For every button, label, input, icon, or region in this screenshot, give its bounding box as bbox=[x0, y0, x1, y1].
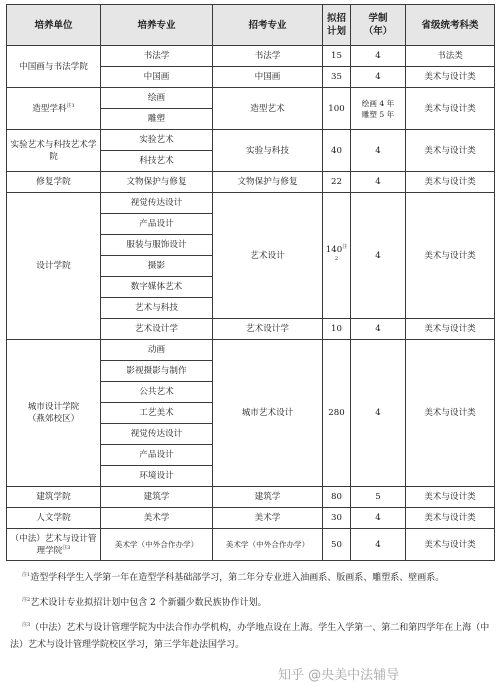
footnote-mark: 注3 bbox=[62, 544, 71, 551]
major-cell: 雕塑 bbox=[101, 109, 213, 130]
table-row bbox=[7, 529, 495, 561]
footnote-text: （中法）艺术与设计管理学院为中法合作办学机构，办学地点设在上海。学生入学第一、第二和第四学年在上海（中法）艺术与设计管理学院校区学习，第三学年赴法国学习。 bbox=[10, 623, 490, 650]
category-cell: 美术与设计类 bbox=[406, 487, 495, 508]
plan-value: 140 bbox=[325, 244, 343, 255]
plan-cell: 80 bbox=[323, 487, 351, 508]
unit-cell: 实验艺术与科技艺术学院 bbox=[7, 130, 101, 172]
major-cell: 公共艺术 bbox=[101, 382, 213, 403]
major-cell: 服装与服饰设计 bbox=[101, 235, 213, 256]
major-cell: 环境设计 bbox=[101, 466, 213, 487]
plan-cell: 15 bbox=[323, 46, 351, 67]
plan-cell: 10 bbox=[323, 319, 351, 340]
exam-cell: 实验与科技 bbox=[213, 130, 323, 172]
years-cell: 4 bbox=[351, 46, 406, 67]
header-plan: 拟招 计划 bbox=[323, 5, 351, 46]
table-row bbox=[7, 46, 495, 67]
exam-cell: 美术学 bbox=[213, 508, 323, 529]
years-cell: 4 bbox=[351, 319, 406, 340]
footnote-mark: 注3 bbox=[22, 622, 31, 628]
major-cell: 艺术设计学 bbox=[101, 319, 213, 340]
unit-cell bbox=[7, 529, 101, 561]
plan-cell bbox=[323, 193, 351, 319]
years-cell: 4 bbox=[351, 193, 406, 319]
plan-cell: 100 bbox=[323, 88, 351, 130]
plan-cell: 22 bbox=[323, 172, 351, 193]
unit-cell: 设计学院 bbox=[7, 193, 101, 340]
exam-cell: 书法学 bbox=[213, 46, 323, 67]
header-unit: 培养单位 bbox=[7, 5, 101, 46]
category-cell: 美术与设计类 bbox=[406, 193, 495, 319]
header-major: 培养专业 bbox=[101, 5, 213, 46]
table-row bbox=[7, 130, 495, 151]
major-cell: 数字媒体艺术 bbox=[101, 277, 213, 298]
unit-cell: 建筑学院 bbox=[7, 487, 101, 508]
major-cell: 美术学（中外合作办学） bbox=[101, 529, 213, 561]
years-cell: 4 bbox=[351, 529, 406, 561]
plan-cell: 280 bbox=[323, 340, 351, 487]
years-cell: 4 bbox=[351, 508, 406, 529]
major-cell: 视觉传达设计 bbox=[101, 424, 213, 445]
major-cell: 视觉传达设计 bbox=[101, 193, 213, 214]
major-cell: 美术学 bbox=[101, 508, 213, 529]
unit-label: 造型学科 bbox=[32, 103, 67, 114]
exam-cell: 文物保护与修复 bbox=[213, 172, 323, 193]
years-cell: 5 bbox=[351, 487, 406, 508]
major-cell: 书法学 bbox=[101, 46, 213, 67]
exam-cell: 中国画 bbox=[213, 67, 323, 88]
exam-cell: 美术学（中外合作办学） bbox=[213, 529, 323, 561]
major-cell: 科技艺术 bbox=[101, 151, 213, 172]
category-cell: 美术与设计类 bbox=[406, 529, 495, 561]
category-cell: 美术与设计类 bbox=[406, 508, 495, 529]
table-row bbox=[7, 508, 495, 529]
footnote-mark: 注1 bbox=[22, 572, 31, 578]
exam-cell: 城市艺术设计 bbox=[213, 340, 323, 487]
years-cell: 4 bbox=[351, 340, 406, 487]
zhihu-watermark: 知乎 @央美中法辅导 bbox=[278, 668, 400, 683]
major-cell: 文物保护与修复 bbox=[101, 172, 213, 193]
years-cell: 4 bbox=[351, 172, 406, 193]
years-cell: 4 bbox=[351, 130, 406, 172]
header-exam-major: 招考专业 bbox=[213, 5, 323, 46]
footnote-3 bbox=[10, 620, 490, 654]
header-years: 学制 （年） bbox=[351, 5, 406, 46]
category-cell: 美术与设计类 bbox=[406, 319, 495, 340]
table-row bbox=[7, 88, 495, 109]
unit-cell: 城市设计学院 （燕郊校区） bbox=[7, 340, 101, 487]
enrollment-table bbox=[6, 4, 495, 561]
footnote-mark: 注2 bbox=[22, 597, 31, 603]
major-cell: 动画 bbox=[101, 340, 213, 361]
category-cell: 美术与设计类 bbox=[406, 67, 495, 88]
exam-cell: 艺术设计学 bbox=[213, 319, 323, 340]
footnote-text: 造型学科学生入学第一年在造型学科基础部学习，第二年分专业进入油画系、版画系、雕塑系、壁画系。 bbox=[30, 573, 445, 583]
plan-cell: 35 bbox=[323, 67, 351, 88]
table-row bbox=[7, 340, 495, 361]
major-cell: 中国画 bbox=[101, 67, 213, 88]
footnote-2 bbox=[10, 595, 490, 612]
unit-cell bbox=[7, 88, 101, 130]
exam-cell: 造型艺术 bbox=[213, 88, 323, 130]
years-cell: 4 bbox=[351, 67, 406, 88]
table-row bbox=[7, 193, 495, 214]
unit-label: （中法）艺术与设计管理学院 bbox=[10, 533, 97, 556]
unit-cell: 中国画与书法学院 bbox=[7, 46, 101, 88]
years-cell: 绘画 4 年 雕塑 5 年 bbox=[351, 88, 406, 130]
major-cell: 建筑学 bbox=[101, 487, 213, 508]
footnote-1 bbox=[10, 570, 490, 587]
table-row bbox=[7, 172, 495, 193]
plan-cell: 30 bbox=[323, 508, 351, 529]
category-cell: 美术与设计类 bbox=[406, 340, 495, 487]
category-cell: 美术与设计类 bbox=[406, 172, 495, 193]
plan-cell: 40 bbox=[323, 130, 351, 172]
exam-cell: 艺术设计 bbox=[213, 193, 323, 319]
unit-cell: 人文学院 bbox=[7, 508, 101, 529]
major-cell: 工艺美术 bbox=[101, 403, 213, 424]
footnotes bbox=[10, 570, 490, 662]
major-cell: 摄影 bbox=[101, 256, 213, 277]
major-cell: 影视摄影与制作 bbox=[101, 361, 213, 382]
footnote-text: 艺术设计专业拟招计划中包含 2 个新疆少数民族协作计划。 bbox=[30, 598, 267, 608]
major-cell: 产品设计 bbox=[101, 214, 213, 235]
footnote-mark: 注2 bbox=[334, 243, 348, 262]
unit-cell: 修复学院 bbox=[7, 172, 101, 193]
category-cell: 书法类 bbox=[406, 46, 495, 67]
table-row bbox=[7, 487, 495, 508]
category-cell: 美术与设计类 bbox=[406, 88, 495, 130]
major-cell: 绘画 bbox=[101, 88, 213, 109]
major-cell: 实验艺术 bbox=[101, 130, 213, 151]
header-category: 省级统考科类 bbox=[406, 5, 495, 46]
major-cell: 艺术与科技 bbox=[101, 298, 213, 319]
plan-cell: 50 bbox=[323, 529, 351, 561]
footnote-mark: 注1 bbox=[66, 102, 75, 109]
category-cell: 美术与设计类 bbox=[406, 130, 495, 172]
exam-cell: 建筑学 bbox=[213, 487, 323, 508]
major-cell: 产品设计 bbox=[101, 445, 213, 466]
